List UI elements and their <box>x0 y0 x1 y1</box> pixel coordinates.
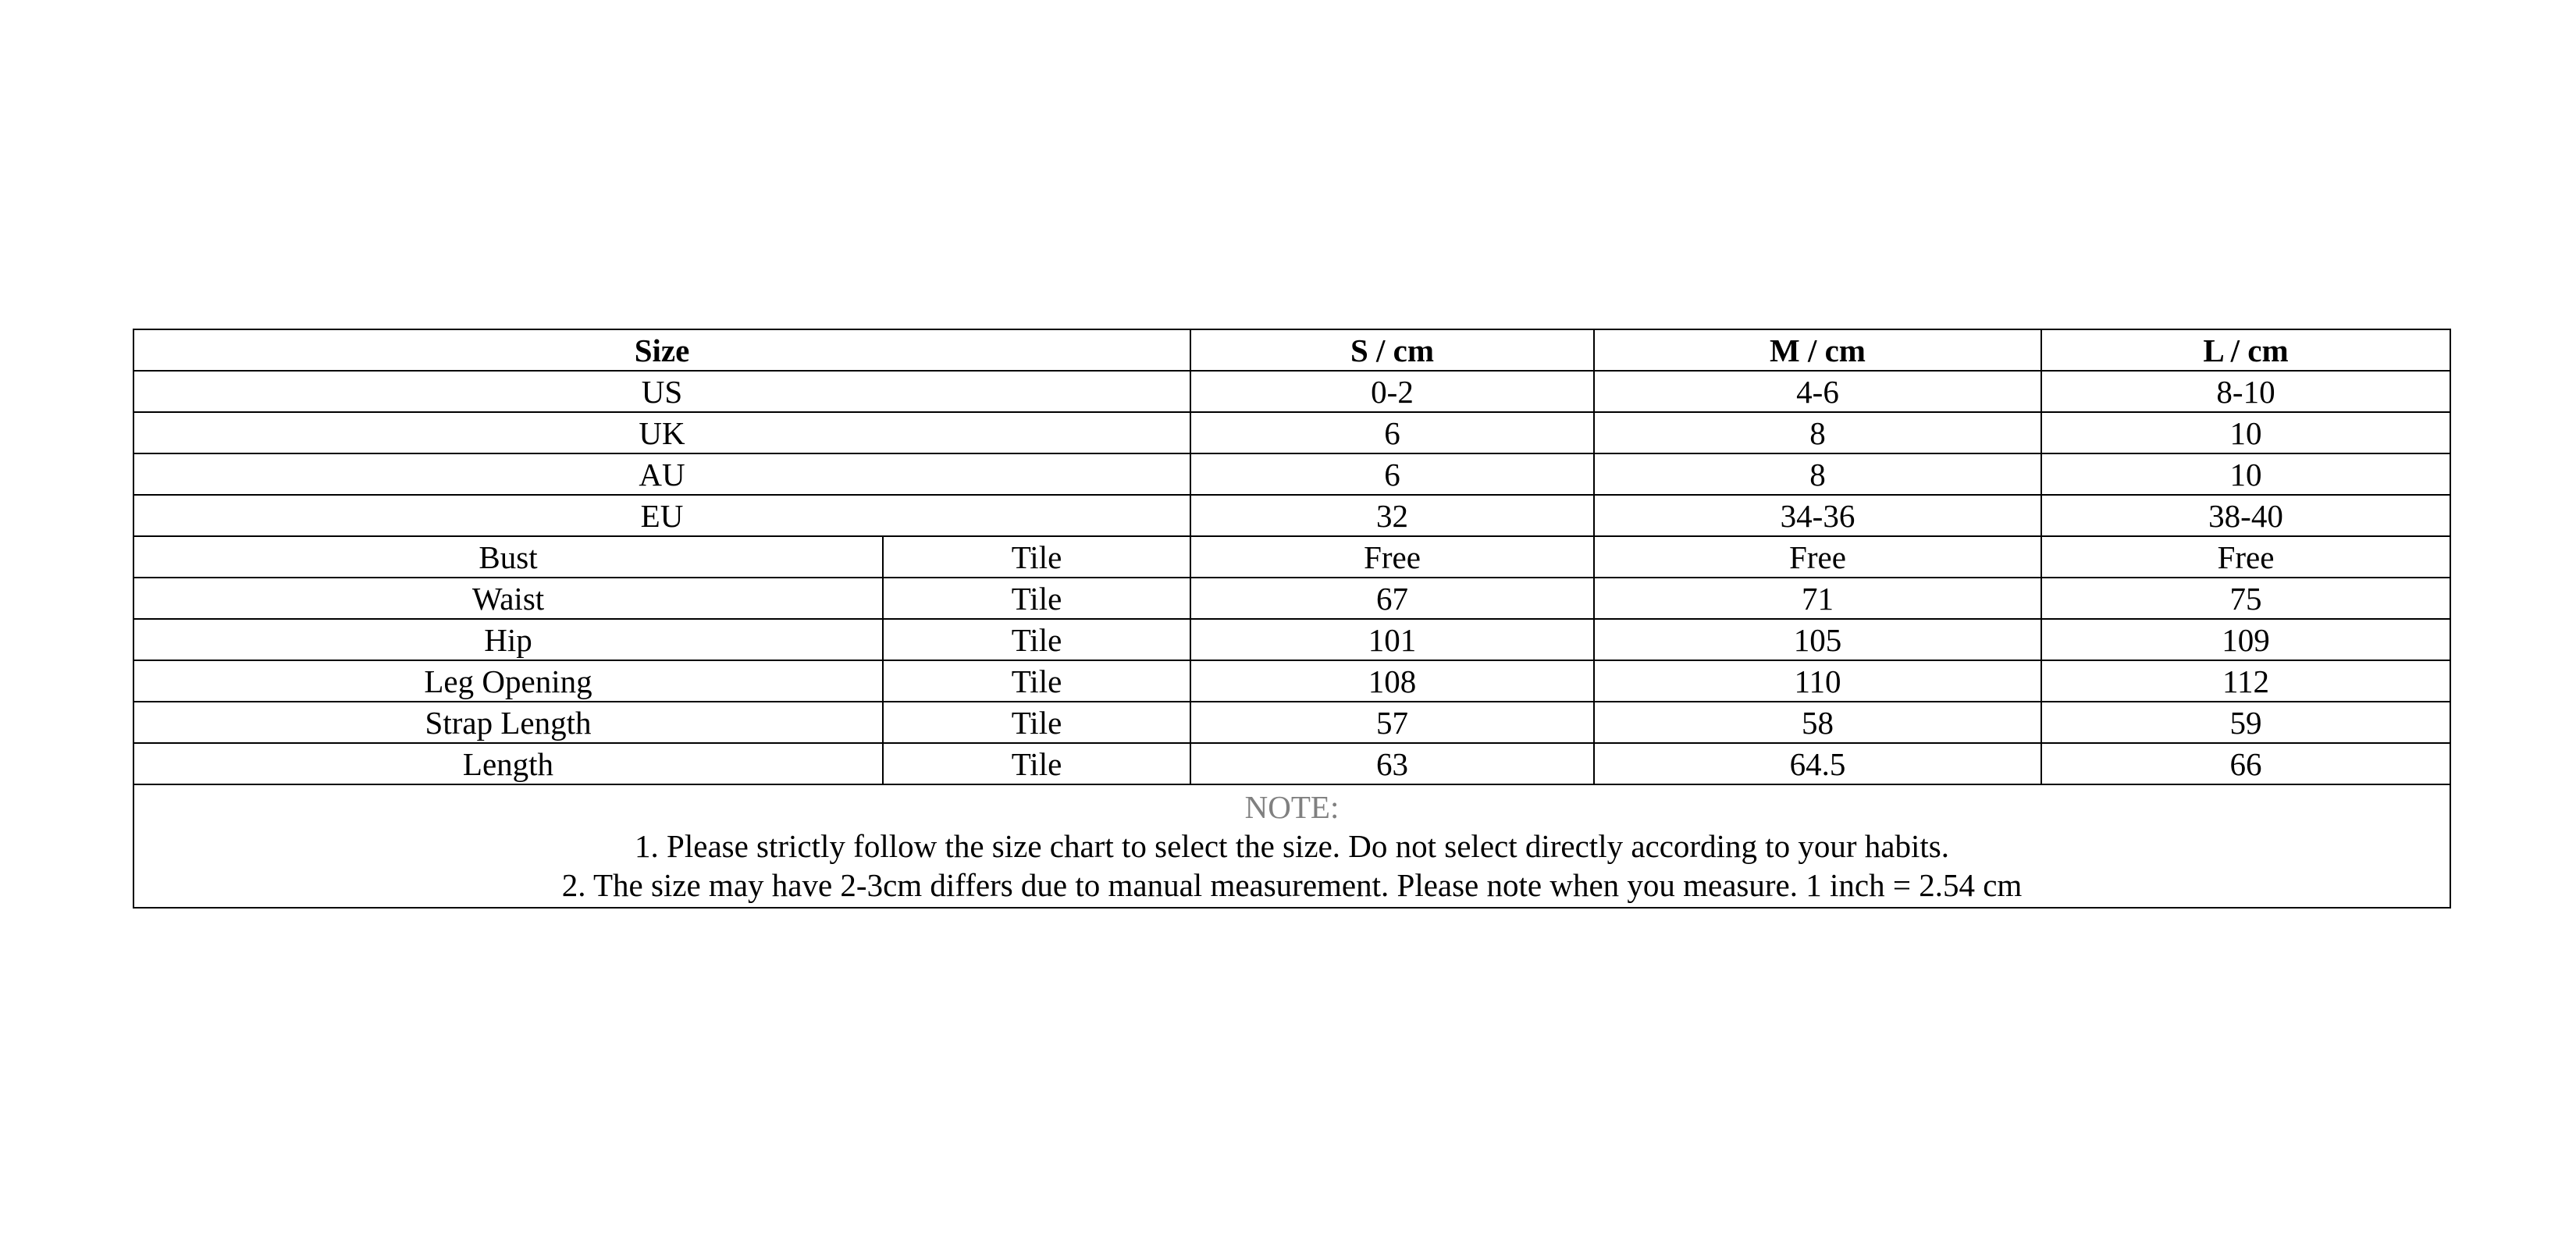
value-cell: 8 <box>1594 453 2041 495</box>
note-cell <box>133 784 2450 908</box>
size-l-header-cell: L / cm <box>2041 329 2450 371</box>
value-cell: 32 <box>1190 495 1594 536</box>
measure-method-cell: Tile <box>883 578 1190 619</box>
value-cell: Free <box>1594 536 2041 578</box>
measure-label-cell: Strap Length <box>133 702 883 743</box>
measure-label-cell: Hip <box>133 619 883 660</box>
size-chart-table <box>133 329 2451 909</box>
value-cell: 58 <box>1594 702 2041 743</box>
table-row <box>133 578 2450 619</box>
value-cell: 10 <box>2041 453 2450 495</box>
size-m-header-cell: M / cm <box>1594 329 2041 371</box>
value-cell: 67 <box>1190 578 1594 619</box>
measure-label-cell: Waist <box>133 578 883 619</box>
value-cell: 63 <box>1190 743 1594 784</box>
value-cell: 75 <box>2041 578 2450 619</box>
value-cell: 10 <box>2041 412 2450 453</box>
measure-method-cell: Tile <box>883 660 1190 702</box>
measure-method-cell: Tile <box>883 743 1190 784</box>
size-s-header-cell: S / cm <box>1190 329 1594 371</box>
value-cell: Free <box>2041 536 2450 578</box>
table-row <box>133 412 2450 453</box>
size-system-cell: UK <box>133 412 1190 453</box>
table-row <box>133 660 2450 702</box>
size-system-cell: EU <box>133 495 1190 536</box>
table-row <box>133 495 2450 536</box>
value-cell: 34-36 <box>1594 495 2041 536</box>
value-cell: 66 <box>2041 743 2450 784</box>
value-cell: 71 <box>1594 578 2041 619</box>
measure-method-cell: Tile <box>883 619 1190 660</box>
measure-label-cell: Length <box>133 743 883 784</box>
value-cell: 0-2 <box>1190 371 1594 412</box>
table-row <box>133 536 2450 578</box>
measure-label-cell: Bust <box>133 536 883 578</box>
value-cell: Free <box>1190 536 1594 578</box>
value-cell: 109 <box>2041 619 2450 660</box>
note-title: NOTE: <box>1244 788 1340 825</box>
size-system-cell: US <box>133 371 1190 412</box>
value-cell: 112 <box>2041 660 2450 702</box>
measure-method-cell: Tile <box>883 536 1190 578</box>
value-cell: 8-10 <box>2041 371 2450 412</box>
value-cell: 105 <box>1594 619 2041 660</box>
value-cell: 4-6 <box>1594 371 2041 412</box>
value-cell: 64.5 <box>1594 743 2041 784</box>
table-row <box>133 453 2450 495</box>
table-row <box>133 371 2450 412</box>
size-system-cell: AU <box>133 453 1190 495</box>
value-cell: 59 <box>2041 702 2450 743</box>
note-line-2: 2. The size may have 2-3cm differs due to manual measurement. Please note when you measure. 1 inch = 2.54 cm <box>561 866 2023 903</box>
table-row <box>133 743 2450 784</box>
note-row <box>133 784 2450 908</box>
note-line-1: 1. Please strictly follow the size chart to select the size. Do not select directly according to your habits. <box>635 827 1949 864</box>
value-cell: 110 <box>1594 660 2041 702</box>
measure-label-cell: Leg Opening <box>133 660 883 702</box>
value-cell: 6 <box>1190 453 1594 495</box>
measure-method-cell: Tile <box>883 702 1190 743</box>
table-row <box>133 619 2450 660</box>
value-cell: 38-40 <box>2041 495 2450 536</box>
value-cell: 108 <box>1190 660 1594 702</box>
header-row <box>133 329 2450 371</box>
value-cell: 101 <box>1190 619 1594 660</box>
table-row <box>133 702 2450 743</box>
value-cell: 8 <box>1594 412 2041 453</box>
size-header-cell: Size <box>133 329 1190 371</box>
value-cell: 57 <box>1190 702 1594 743</box>
value-cell: 6 <box>1190 412 1594 453</box>
